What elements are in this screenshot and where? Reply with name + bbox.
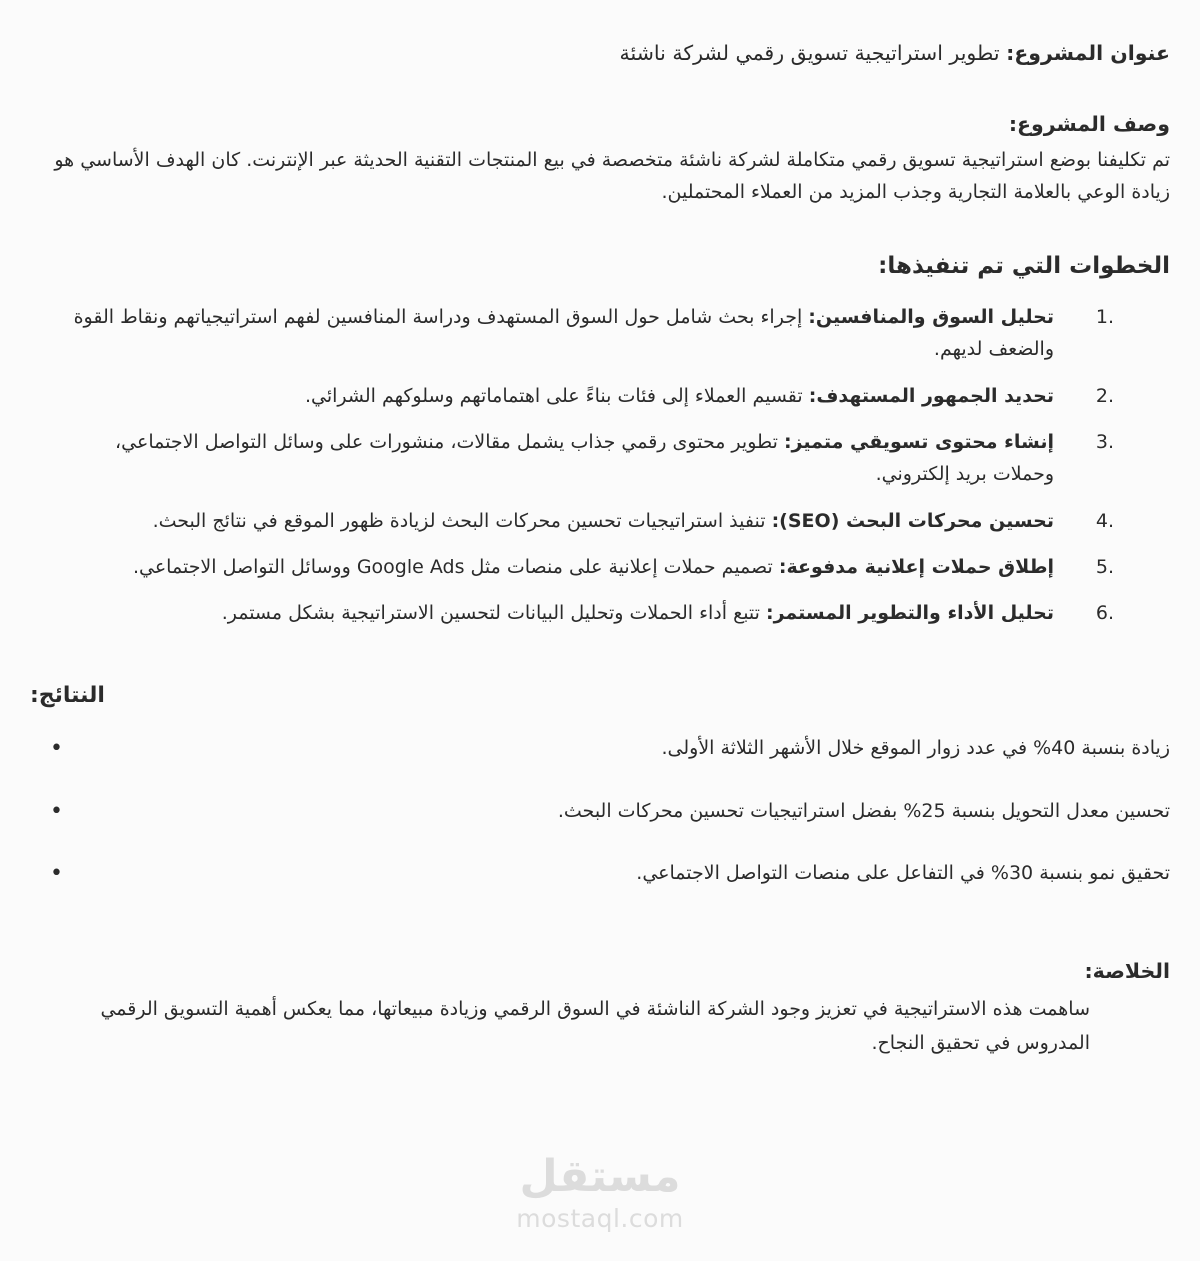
- description-paragraph: تم تكليفنا بوضع استراتيجية تسويق رقمي متكاملة لشركة ناشئة متخصصة في بيع المنتجات التقنية الحديثة عبر الإنترنت. كان الهدف الأساسي هو زيادة الوعي بالعلامة التجارية وجذب المزيد من العملاء المحتملين.: [54, 148, 1170, 204]
- section-heading-summary: الخلاصة:: [1084, 959, 1170, 984]
- step-title: تحسين محركات البحث (SEO):: [771, 509, 1054, 532]
- step-title: تحليل السوق والمنافسين:: [808, 306, 1054, 329]
- section-heading-results: النتائج:: [30, 683, 105, 709]
- section-heading-description: وصف المشروع:: [1008, 111, 1170, 136]
- list-item: تحسين معدل التحويل بنسبة 25% بفضل استراتيجيات تحسين محركات البحث. •: [30, 795, 1170, 827]
- list-item: [30, 551, 1170, 583]
- list-item: زيادة بنسبة 40% في عدد زوار الموقع خلال الأشهر الثلاثة الأولى. •: [30, 732, 1170, 764]
- page-title-label: عنوان المشروع:: [1006, 41, 1170, 65]
- step-title: إطلاق حملات إعلانية مدفوعة:: [778, 555, 1054, 578]
- watermark: [0, 1150, 1200, 1236]
- step-title: تحديد الجمهور المستهدف:: [808, 384, 1054, 407]
- list-item: [30, 426, 1170, 491]
- steps-list: [30, 301, 1170, 629]
- results-list: [30, 732, 1170, 889]
- step-text: تطوير محتوى رقمي جذاب يشمل مقالات، منشورات على وسائل التواصل الاجتماعي، وحملات بريد إلكتروني.: [115, 431, 1054, 486]
- watermark-domain: mostaql.com: [516, 1203, 684, 1233]
- step-text: تصميم حملات إعلانية على منصات مثل Google Ads ووسائل التواصل الاجتماعي.: [132, 555, 779, 578]
- step-title: إنشاء محتوى تسويقي متميز:: [783, 431, 1054, 453]
- page-title: [30, 0, 1170, 70]
- step-title: تحليل الأداء والتطوير المستمر:: [766, 602, 1054, 625]
- list-item: [30, 505, 1170, 537]
- step-text: تنفيذ استراتيجيات تحسين محركات البحث لزيادة ظهور الموقع في نتائج البحث.: [152, 509, 772, 532]
- page-title-text: تطوير استراتيجية تسويق رقمي لشركة ناشئة: [619, 41, 1007, 65]
- list-item: [30, 301, 1170, 366]
- summary-paragraph: ساهمت هذه الاستراتيجية في تعزيز وجود الشركة الناشئة في السوق الرقمي وزيادة مبيعاتها، مما يعكس أهمية التسويق الرقمي المدروس في تحقيق النجاح.: [100, 998, 1090, 1055]
- list-item: [30, 380, 1170, 412]
- step-text: تتبع أداء الحملات وتحليل البيانات لتحسين الاستراتيجية بشكل مستمر.: [221, 602, 766, 625]
- list-item: [30, 597, 1170, 629]
- section-heading-steps: الخطوات التي تم تنفيذها:: [878, 253, 1170, 280]
- step-text: تقسيم العملاء إلى فئات بناءً على اهتماماتهم وسلوكهم الشرائي.: [304, 384, 809, 407]
- list-item: تحقيق نمو بنسبة 30% في التفاعل على منصات التواصل الاجتماعي. •: [30, 857, 1170, 889]
- watermark-arabic-logo: مستقل: [519, 1150, 681, 1202]
- step-text: إجراء بحث شامل حول السوق المستهدف ودراسة المنافسين لفهم استراتيجياتهم ونقاط القوة والضعف لديهم.: [73, 306, 1054, 361]
